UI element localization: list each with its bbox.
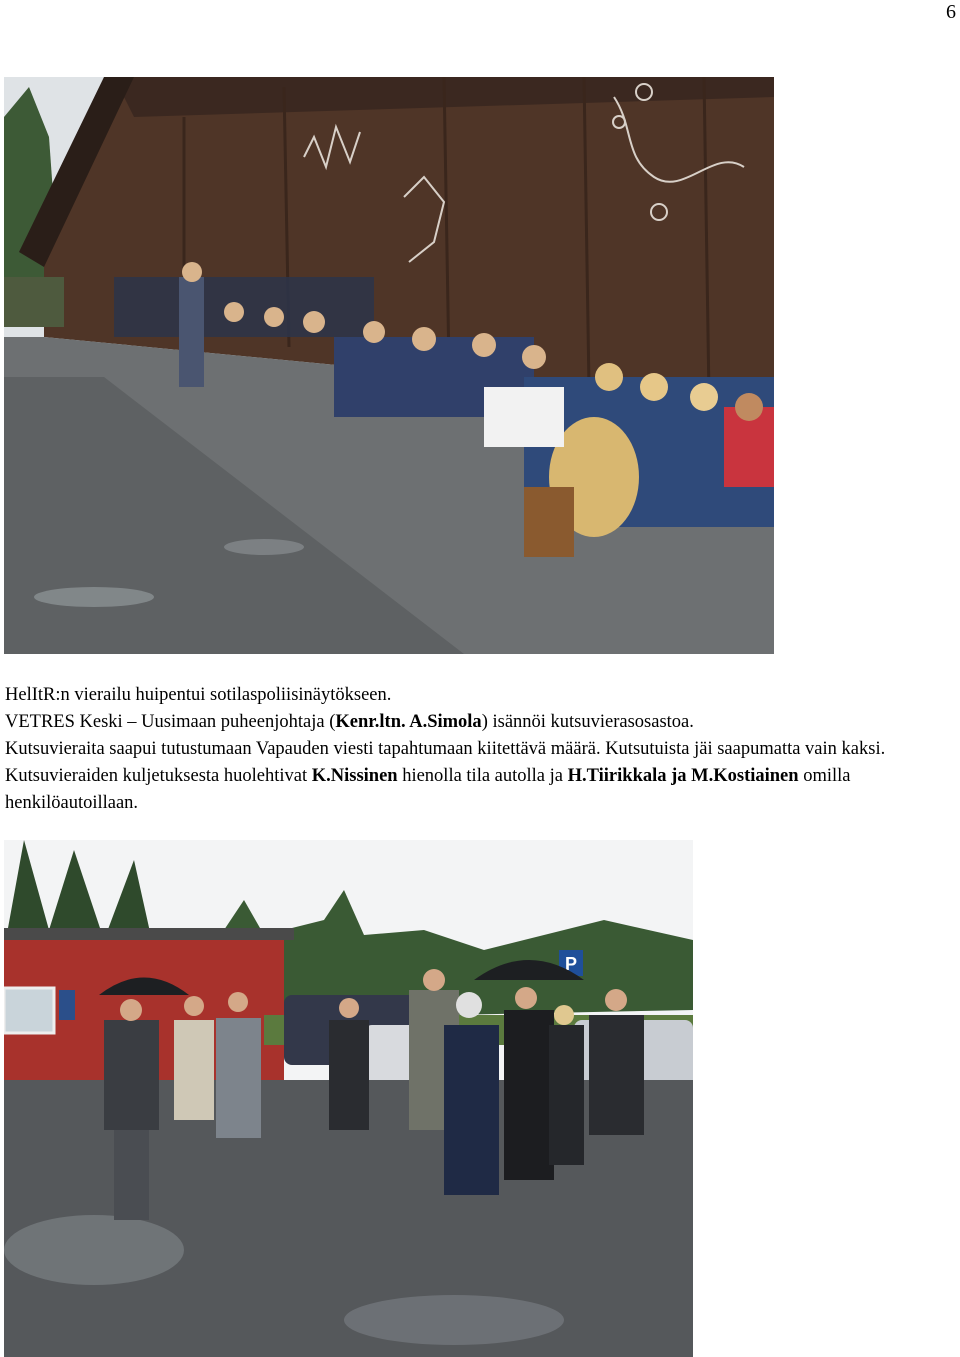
caption-line-1: HelItR:n vierailu huipentui sotilaspoliisinäytökseen. bbox=[5, 685, 392, 705]
caption-paragraph-pre: Kutsuvieraita saapui tutustumaan Vapauden viesti tapahtumaan kiitettävä määrä. Kutsutuista jäi saapumatta vain kaksi. Kutsuvieraiden kuljetuksesta huolehtivat bbox=[5, 739, 886, 786]
caption-name-nissinen: K.Nissinen bbox=[311, 766, 398, 786]
caption-paragraph bbox=[5, 736, 955, 817]
caption-line-2-post: ) isännöi kutsuvierasosastoa. bbox=[481, 712, 694, 732]
caption-paragraph-post: omilla henkilöautoillaan. bbox=[5, 766, 851, 813]
svg-text:P: P bbox=[564, 954, 578, 974]
photo-hangar-youths bbox=[4, 77, 774, 654]
caption-line-2-pre: VETRES Keski – Uusimaan puheenjohtaja ( bbox=[5, 712, 336, 732]
photo-caption bbox=[5, 682, 955, 817]
caption-paragraph-mid: hienolla tila autolla ja bbox=[397, 766, 568, 786]
caption-line-2 bbox=[5, 709, 955, 736]
caption-name-simola: Kenr.ltn. A.Simola bbox=[335, 712, 482, 732]
caption-names-tiirikkala-kostiainen: H.Tiirikkala ja M.Kostiainen bbox=[567, 766, 799, 786]
photo-guests-parking-lot bbox=[4, 840, 693, 1357]
page-number: 6 bbox=[946, 1, 956, 23]
